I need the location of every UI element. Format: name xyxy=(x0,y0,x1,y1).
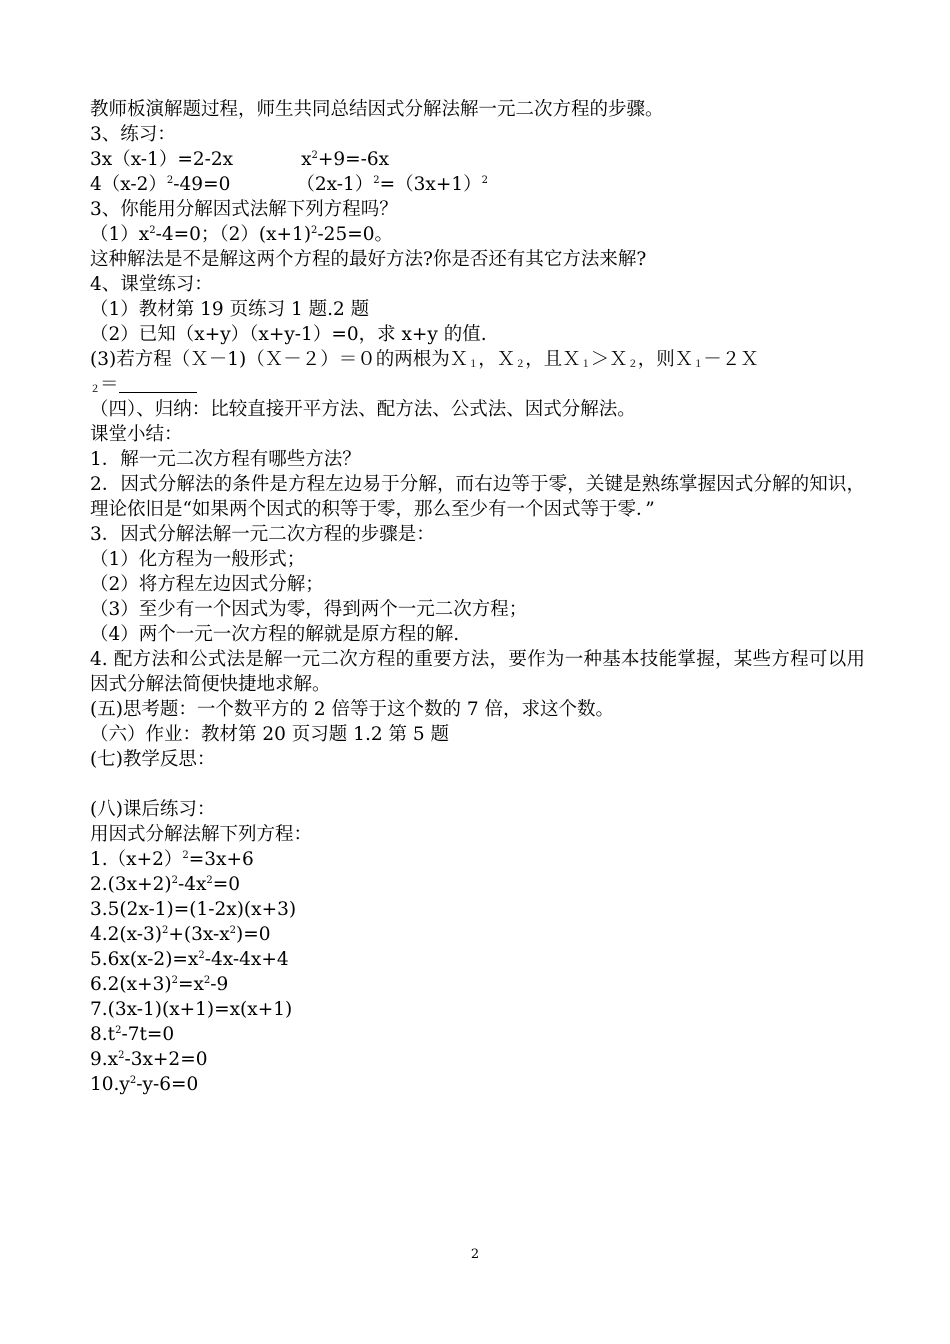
equation: $x^2+9=-6x$ xyxy=(301,149,390,170)
section-heading xyxy=(90,122,865,147)
paragraph: $(1)x^2-4=0$；$(2)(x+1)^2-25=0$。 xyxy=(90,224,393,245)
list-item xyxy=(90,622,865,647)
list-item xyxy=(90,447,865,472)
section-heading xyxy=(90,272,865,297)
page-number: 2 xyxy=(470,1247,480,1262)
text: 3、练习： xyxy=(90,124,176,145)
text: 教师板演解题过程，师生共同总结因式分解法解一元二次方程的步骤。 xyxy=(90,99,664,120)
list-item: (3)若方程（Ｘ－1)（Ｘ－２）＝０的两根为Ｘ$_1$，Ｘ$_2$，且Ｘ$_1$＞Ｘ$_2$，则Ｘ$_1$－２Ｘ xyxy=(90,349,759,370)
section-heading xyxy=(90,197,865,222)
section-heading xyxy=(90,697,865,722)
list-item xyxy=(90,322,865,347)
exercise-item: $4.2(x-3)^2+(3x-x^2)=0$ xyxy=(90,924,271,945)
section-heading xyxy=(90,797,865,822)
equation: $(2x-1)^2=(3x+1)^2$ xyxy=(296,174,488,195)
paragraph xyxy=(90,97,865,122)
exercise-item: $8.t^2-7t=0$ xyxy=(90,1024,175,1045)
text: （1）教材第 19 页练习 1 题.2 题 xyxy=(90,299,370,320)
exercise-item: $10.y^2-y-6=0$ xyxy=(90,1074,199,1095)
text: 课堂小结： xyxy=(90,424,183,445)
exercise-item: $6.2(x+3)^2=x^2-9$ xyxy=(90,974,229,995)
text: （4）两个一元一次方程的解就是原方程的解. xyxy=(90,624,460,645)
exercise-item: 3.5(2x-1)=(1-2x)(x+3) xyxy=(90,899,297,920)
practice-equations-row-2 xyxy=(90,172,865,197)
text: （2）已知（x+y）（x+y-1）=0，求 x+y 的值. xyxy=(90,324,487,345)
equation: $4(x-2)^2-49=0$ xyxy=(90,174,231,195)
text: (八)课后练习： xyxy=(90,799,216,820)
exercise-item: $9.x^2-3x+2=0$ xyxy=(90,1049,208,1070)
paragraph xyxy=(90,247,865,272)
list-item xyxy=(90,522,865,547)
text: 4、课堂练习： xyxy=(90,274,213,295)
text: （2）将方程左边因式分解； xyxy=(90,574,324,595)
text: (五)思考题：一个数平方的 2 倍等于这个数的 7 倍，求这个数。 xyxy=(90,699,615,720)
list-item: 4. 配方法和公式法是解一元二次方程的重要方法，要作为一种基本技能掌握，某些方程可以用因式分解法简便快捷地求解。 xyxy=(90,649,865,695)
text: (七)教学反思： xyxy=(90,749,216,770)
list-item: 2．因式分解法的条件是方程左边易于分解，而右边等于零，关键是熟练掌握因式分解的知识，理论依旧是“如果两个因式的积等于零，那么至少有一个因式等于零．” xyxy=(90,474,865,520)
text: 3．因式分解法解一元二次方程的步骤是： xyxy=(90,524,435,545)
list-item xyxy=(90,547,865,572)
equation: 3x（x-1）=2-2x xyxy=(90,149,234,170)
blank-line xyxy=(90,772,865,797)
text: （3）至少有一个因式为零，得到两个一元二次方程； xyxy=(90,599,528,620)
answer-blank xyxy=(119,374,197,393)
text: 1．解一元二次方程有哪些方法？ xyxy=(90,449,361,470)
section-heading xyxy=(90,422,865,447)
list-item xyxy=(90,572,865,597)
text: 3、你能用分解因式法解下列方程吗？ xyxy=(90,199,398,220)
practice-equations-row-1 xyxy=(90,147,865,172)
list-item xyxy=(90,597,865,622)
section-heading xyxy=(90,397,865,422)
exercise-item: $5.6x(x-2)=x^2-4x-4x+4$ xyxy=(90,949,289,970)
exercise-item: $2.(3x+2)^2-4x^2=0$ xyxy=(90,874,241,895)
text: 用因式分解法解下列方程： xyxy=(90,824,313,845)
text: 这种解法是不是解这两个方程的最好方法?你是否还有其它方法来解? xyxy=(90,249,647,270)
list-item-continuation: $_2$＝ xyxy=(90,372,865,397)
section-heading xyxy=(90,747,865,772)
exercise-item: $1.(x+2)^2=3x+6$ xyxy=(90,849,254,870)
exercise-item: 7.(3x-1)(x+1)=x(x+1) xyxy=(90,999,293,1020)
section-heading xyxy=(90,722,865,747)
list-item xyxy=(90,297,865,322)
document-body xyxy=(90,97,865,1097)
text: （1）化方程为一般形式； xyxy=(90,549,306,570)
paragraph xyxy=(90,822,865,847)
text: （六）作业：教材第 20 页习题 1.2 第 5 题 xyxy=(90,724,450,745)
text: （四）、归纳：比较直接开平方法、配方法、公式法、因式分解法。 xyxy=(90,399,636,420)
